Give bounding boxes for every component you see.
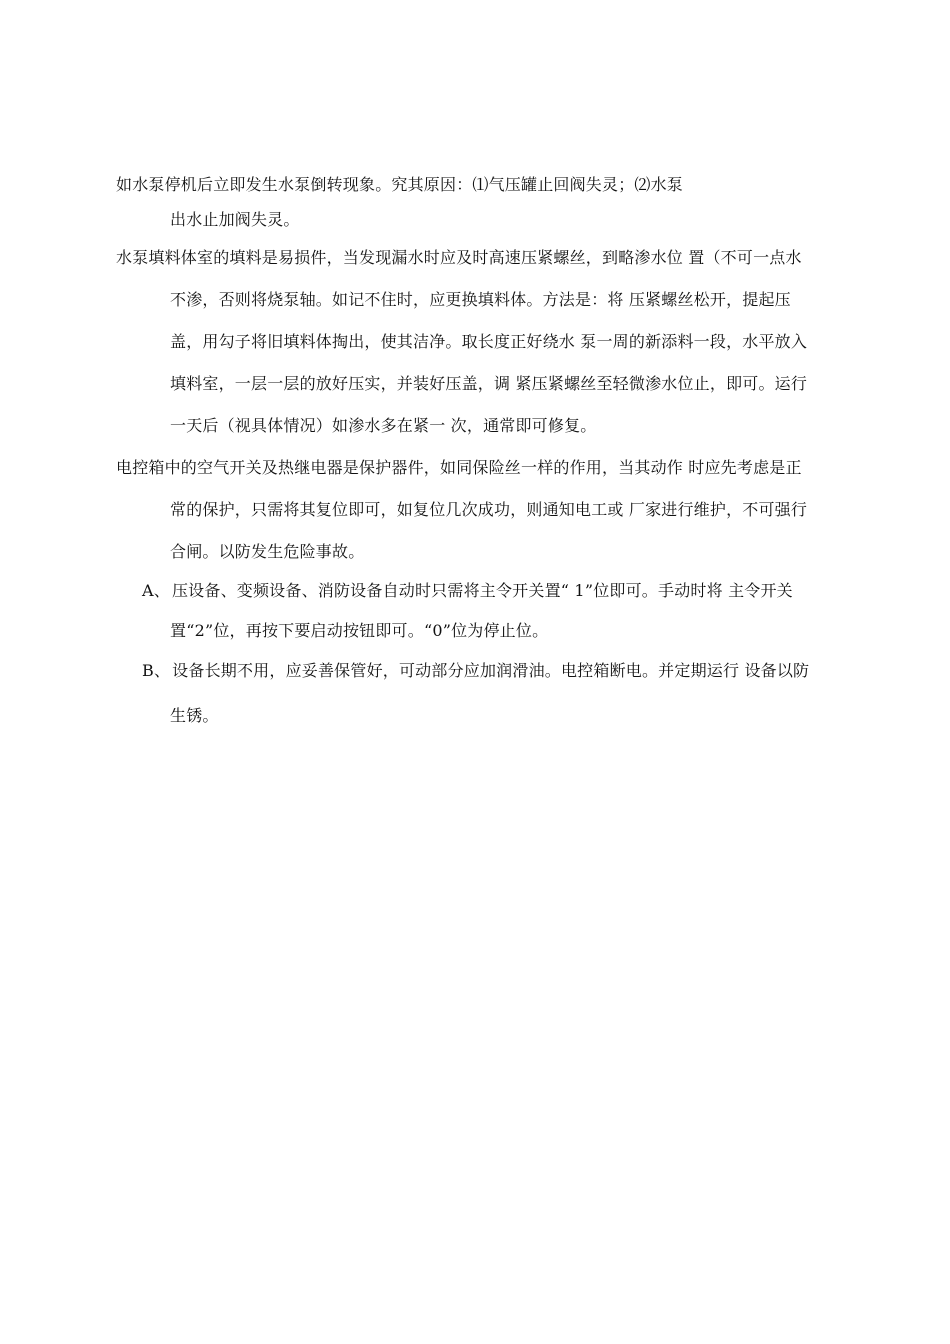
list-item-a-text-1: 压设备、变频设备、消防设备自动时只需将主令开关置“ 1”位即可。手动时将 主令开关: [171, 581, 793, 600]
paragraph-1-line-1: 如水泵停机后立即发生水泵倒转现象。究其原因：⑴气压罐止回阀失灵；⑵水泵: [116, 175, 684, 194]
paragraph-2-line-3: 盖，用勾子将旧填料体掏出，使其洁净。取长度正好绕水 泵一周的新添料一段，水平放入: [170, 332, 808, 351]
paragraph-2-line-5: 一天后（视具体情况）如渗水多在紧一 次，通常即可修复。: [170, 416, 597, 435]
list-item-a-marker: A、: [142, 581, 170, 600]
list-item-b-line-1: [142, 661, 809, 681]
paragraph-3-line-3: 合闸。以防发生危险事故。: [170, 542, 365, 561]
paragraph-1-line-2: 出水止加阀失灵。: [170, 210, 300, 229]
list-item-a-line-1: [142, 581, 793, 601]
list-item-b-marker: B、: [142, 661, 171, 680]
paragraph-2-line-2: 不渗，否则将烧泵轴。如记不住时，应更换填料体。方法是：将 压紧螺丝松开，提起压: [170, 290, 791, 309]
list-item-b-line-2: 生锈。: [170, 706, 219, 725]
paragraph-2-line-1: 水泵填料体室的填料是易损件，当发现漏水时应及时高速压紧螺丝，到略渗水位 置（不可一点水: [116, 248, 802, 267]
paragraph-3-line-2: 常的保护，只需将其复位即可，如复位几次成功，则通知电工或 厂家进行维护，不可强行: [170, 500, 808, 519]
list-item-a-line-2: 置“2”位，再按下要启动按钮即可。“0”位为停止位。: [170, 621, 549, 640]
list-item-b-text-1: 设备长期不用，应妥善保管好，可动部分应加润滑油。电控箱断电。并定期运行 设备以防: [172, 661, 810, 680]
paragraph-3-line-1: 电控箱中的空气开关及热继电器是保护器件，如同保险丝一样的作用，当其动作 时应先考虑是正: [116, 458, 802, 477]
paragraph-2-line-4: 填料室，一层一层的放好压实，并装好压盖，调 紧压紧螺丝至轻微渗水位止，即可。运行: [170, 374, 808, 393]
